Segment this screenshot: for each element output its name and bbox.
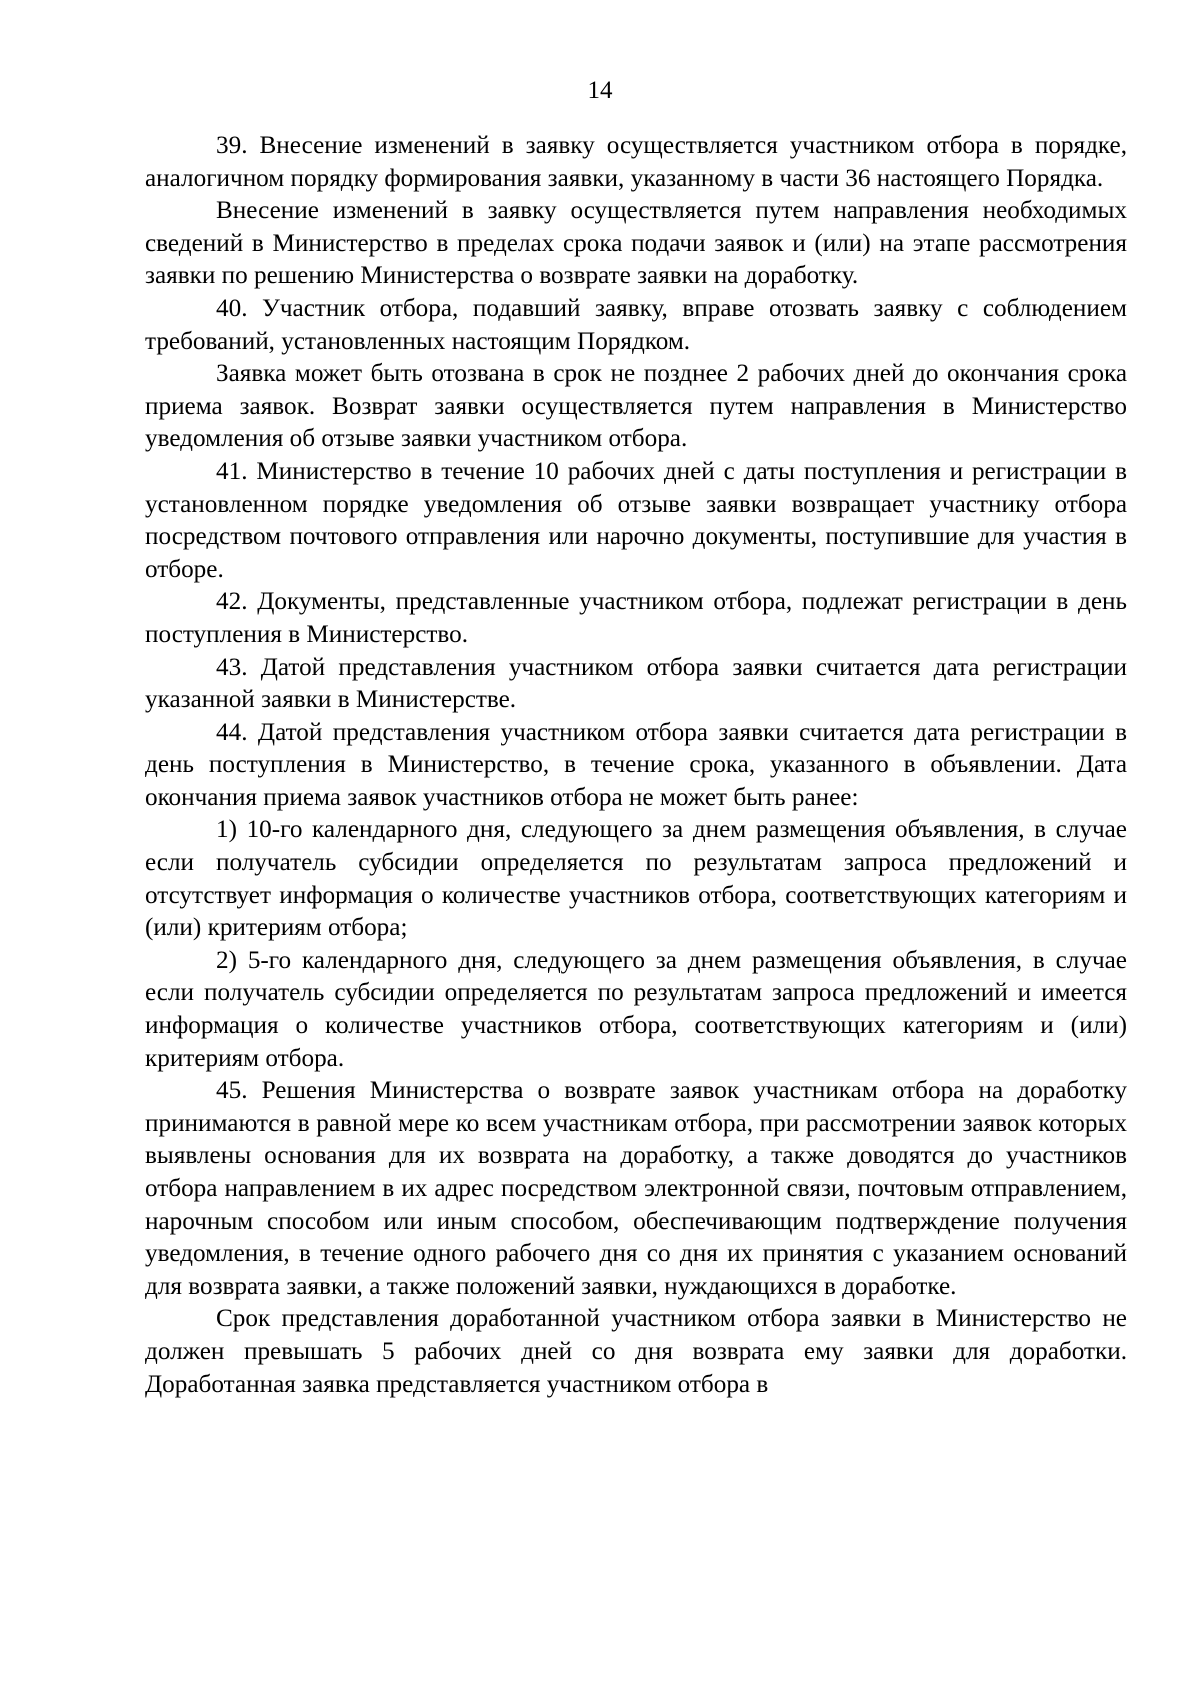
paragraph-45-continuation: Срок представления доработанной участником отбора заявки в Министерство не должен превышать 5 рабочих дней со дня возврата ему заявки для доработки. Доработанная заявка представляется участником отбора в [145,1305,1127,1398]
paragraph-44-item-2: 2) 5-го календарного дня, следующего за днем размещения объявления, в случае если получатель субсидии определяется по результатам запроса предложений и имеется информация о количестве участников отбора, соответствующих категориям и (или) критериям отбора. [145,946,1127,1072]
paragraph-42: 42. Документы, представленные участником отбора, подлежат регистрации в день поступления в Министерство. [145,588,1127,648]
paragraph-40-continuation: Заявка может быть отозвана в срок не позднее 2 рабочих дней до окончания срока приема заявок. Возврат заявки осуществляется путем направления в Министерство уведомления об отзыве заявки участником отбора. [145,360,1127,453]
paragraph-39: 39. Внесение изменений в заявку осуществляется участником отбора в порядке, аналогичном порядку формирования заявки, указанному в части 36 настоящего Порядка. [145,132,1127,192]
paragraph-44: 44. Датой представления участником отбора заявки считается дата регистрации в день поступления в Министерство, в течение срока, указанного в объявлении. Дата окончания приема заявок участников отбора не может быть ранее: [145,718,1127,811]
paragraph-43: 43. Датой представления участником отбора заявки считается дата регистрации указанной заявки в Министерстве. [145,653,1127,714]
paragraph-40: 40. Участник отбора, подавший заявку, вправе отозвать заявку с соблюдением требований, установленных настоящим Порядком. [145,294,1127,355]
paragraph-44-item-1: 1) 10-го календарного дня, следующего за днем размещения объявления, в случае если получатель субсидии определяется по результатам запроса предложений и отсутствует информация о количестве участников отбора, соответствующих категориям и (или) критериям отбора; [145,816,1127,942]
paragraph-45: 45. Решения Министерства о возврате заявок участникам отбора на доработку принимаются в равной мере ко всем участникам отбора, при рассмотрении заявок которых выявлены основания для их возврата на доработку, а также доводятся до участников отбора направлением в их адрес посредством электронной связи, почтовым отправлением, нарочным способом или иным способом, обеспечивающим подтверждение получения уведомления, в течение одного рабочего дня со дня их принятия с указанием оснований для возврата заявки, а также положений заявки, нуждающихся в доработке. [145,1077,1127,1300]
page-number: 14 [587,77,613,104]
paragraph-39-continuation: Внесение изменений в заявку осуществляется путем направления необходимых сведений в Министерство в пределах срока подачи заявок и (или) на этапе рассмотрения заявки по решению Министерства о возврате заявки на доработку. [145,197,1127,290]
body-text [145,130,1127,1401]
paragraph-41: 41. Министерство в течение 10 рабочих дней с даты поступления и регистрации в установленном порядке уведомления об отзыве заявки возвращает участнику отбора посредством почтового отправления или нарочно документы, поступившие для участия в отборе. [145,457,1127,583]
